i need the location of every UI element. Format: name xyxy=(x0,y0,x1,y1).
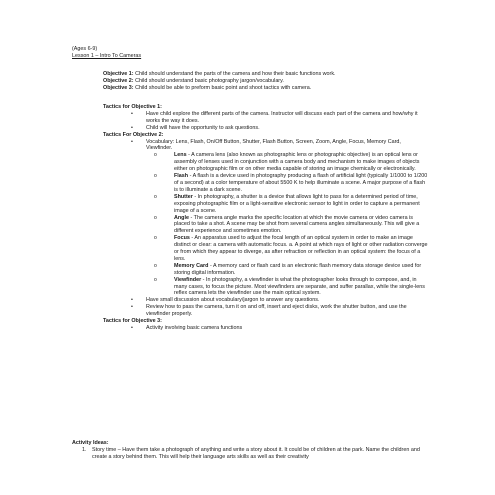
term-name: Memory Card xyxy=(174,262,209,269)
list-item-text: Activity involving basic camera functions xyxy=(146,325,243,331)
objective-text: Child should understand the parts of the camera and how their basic functions work. xyxy=(135,71,336,77)
objectives-list xyxy=(103,71,423,92)
lesson-title: Lesson 1 – Intro To Cameras xyxy=(72,52,142,59)
bullet-icon: • xyxy=(131,297,133,304)
activity-text: Story time – Have them take a photograph of anything and write a story about it. It could be of children at the park. Name the children and create a story behind them. This will help their language arts skills as well as their creativity xyxy=(92,446,420,460)
circle-bullet-icon: o xyxy=(154,262,157,269)
vocab-term-flash xyxy=(154,173,428,194)
vocab-term-angle xyxy=(154,214,428,236)
term-definition: - A flash is a device used in photography producing a flash of artificial light (typically 1/1000 to 1/200 of a second) at a color temperature of about 5500 K to help illuminate a scene. A major purpose of a flash is to illuminate a dark scene. xyxy=(174,173,428,193)
objective-text: Child should be able to preform basic point and shoot tactics with camera. xyxy=(135,84,312,91)
objective-label: Objective 3: xyxy=(103,84,134,91)
term-definition: - The camera angle marks the specific location at which the movie camera or video camera is placed to take a shot. A scene may be shot from several camera angles simultaneously. This will give a different experience and sometimes emotion. xyxy=(174,214,420,235)
vocab-term-shutter xyxy=(154,193,428,215)
activity-heading: Activity Ideas: xyxy=(72,440,109,446)
term-name: Focus xyxy=(174,235,190,242)
circle-bullet-icon: o xyxy=(154,235,157,242)
term-name: Angle xyxy=(174,214,189,221)
term-definition: - An apparatus used to adjust the focal length of an optical system in order to make an image distinct or clear: a camera with automatic focus. a. A point at which rays of light or other radiation converge or from which they appear to diverge, as after refraction or reflection in an optical system: the focus of a lens. xyxy=(174,235,428,262)
list-item-text: Have small discussion about vocabulary/jargon to answer any questions. xyxy=(146,297,320,304)
circle-bullet-icon: o xyxy=(154,276,157,283)
list-item xyxy=(131,325,428,332)
term-name: Lens xyxy=(174,152,187,159)
tactics-3-heading: Tactics for Objective 3: xyxy=(103,318,162,325)
circle-bullet-icon: o xyxy=(154,193,157,200)
bullet-icon: • xyxy=(131,325,133,331)
circle-bullet-icon: o xyxy=(154,173,157,180)
bullet-icon: • xyxy=(131,124,133,131)
list-item xyxy=(131,124,428,132)
term-definition: - A memory card or flash card is an electronic flash memory data storage device used for storing digital information. xyxy=(174,262,422,276)
vocab-term-focus xyxy=(154,235,428,263)
tactics-2-heading: Tactics For Objective 2: xyxy=(103,131,164,138)
bullet-icon: • xyxy=(131,110,133,117)
tactics-section xyxy=(103,104,428,332)
term-definition: - In photography, a viewfinder is what the photographer looks through to compose, and, in many cases, to focus the picture. Most viewfinders are separate, and suffer parallax, while the single-lens reflex camera lets the viewfinder use the main optical system. xyxy=(174,276,425,297)
objective-3 xyxy=(103,85,423,92)
item-number: 1. xyxy=(82,446,87,453)
term-definition: - In photography, a shutter is a device that allows light to pass for a determined period of time, exposing photographic film or a light-sensitive electronic sensor to light in order to capture a permanent image of a scene. xyxy=(174,193,420,214)
objective-2 xyxy=(103,78,423,85)
objective-label: Objective 1: xyxy=(103,71,134,77)
tactics-1-heading: Tactics for Objective 1: xyxy=(103,104,162,110)
term-name: Shutter xyxy=(174,193,193,200)
vocab-term-memory-card xyxy=(154,262,428,277)
list-item-text: Have child explore the different parts of the camera. Instructor will discuss each part of the camera and how/why it works the way it does. xyxy=(146,110,418,124)
bullet-icon: • xyxy=(131,304,133,311)
lesson-header xyxy=(72,46,141,60)
term-name: Viewfinder xyxy=(174,276,202,283)
vocabulary-intro: Vocabulary: Lens, Flash, On/Off Button, Shutter, Flash Button, Screen, Zoom, Angle, Focus, Memory Card, Viewfinder. xyxy=(146,138,401,152)
objective-text: Child should understand basic photography jargon/vocabulary. xyxy=(135,77,284,84)
vocab-term-viewfinder xyxy=(154,276,428,298)
bullet-icon: • xyxy=(131,138,133,145)
list-item xyxy=(131,297,428,304)
list-item-text: Child will have the opportunity to ask questions. xyxy=(146,124,260,131)
list-item-text: Review how to pass the camera, turn it on and off, insert and eject disks, work the shutter button, and use the viewfinder properly. xyxy=(146,304,407,318)
list-item xyxy=(131,110,428,125)
objective-1 xyxy=(103,71,423,78)
ages-label: (Ages 6-9) xyxy=(72,46,98,52)
objective-label: Objective 2: xyxy=(103,77,134,84)
term-definition: - A camera lens (also known as photographic lens or photographic objective) is an optical lens or assembly of lenses used in conjunction with a camera body and mechanism to make images of objects either on photographic film or on other media capable of storing an image chemically or electronically. xyxy=(174,152,420,173)
list-item xyxy=(131,304,428,318)
term-name: Flash xyxy=(174,173,189,180)
activity-item xyxy=(82,446,422,461)
activity-ideas-section xyxy=(72,440,422,461)
circle-bullet-icon: o xyxy=(154,214,157,221)
circle-bullet-icon: o xyxy=(154,152,157,159)
vocab-term-lens xyxy=(154,152,428,173)
vocabulary-item xyxy=(131,138,428,153)
